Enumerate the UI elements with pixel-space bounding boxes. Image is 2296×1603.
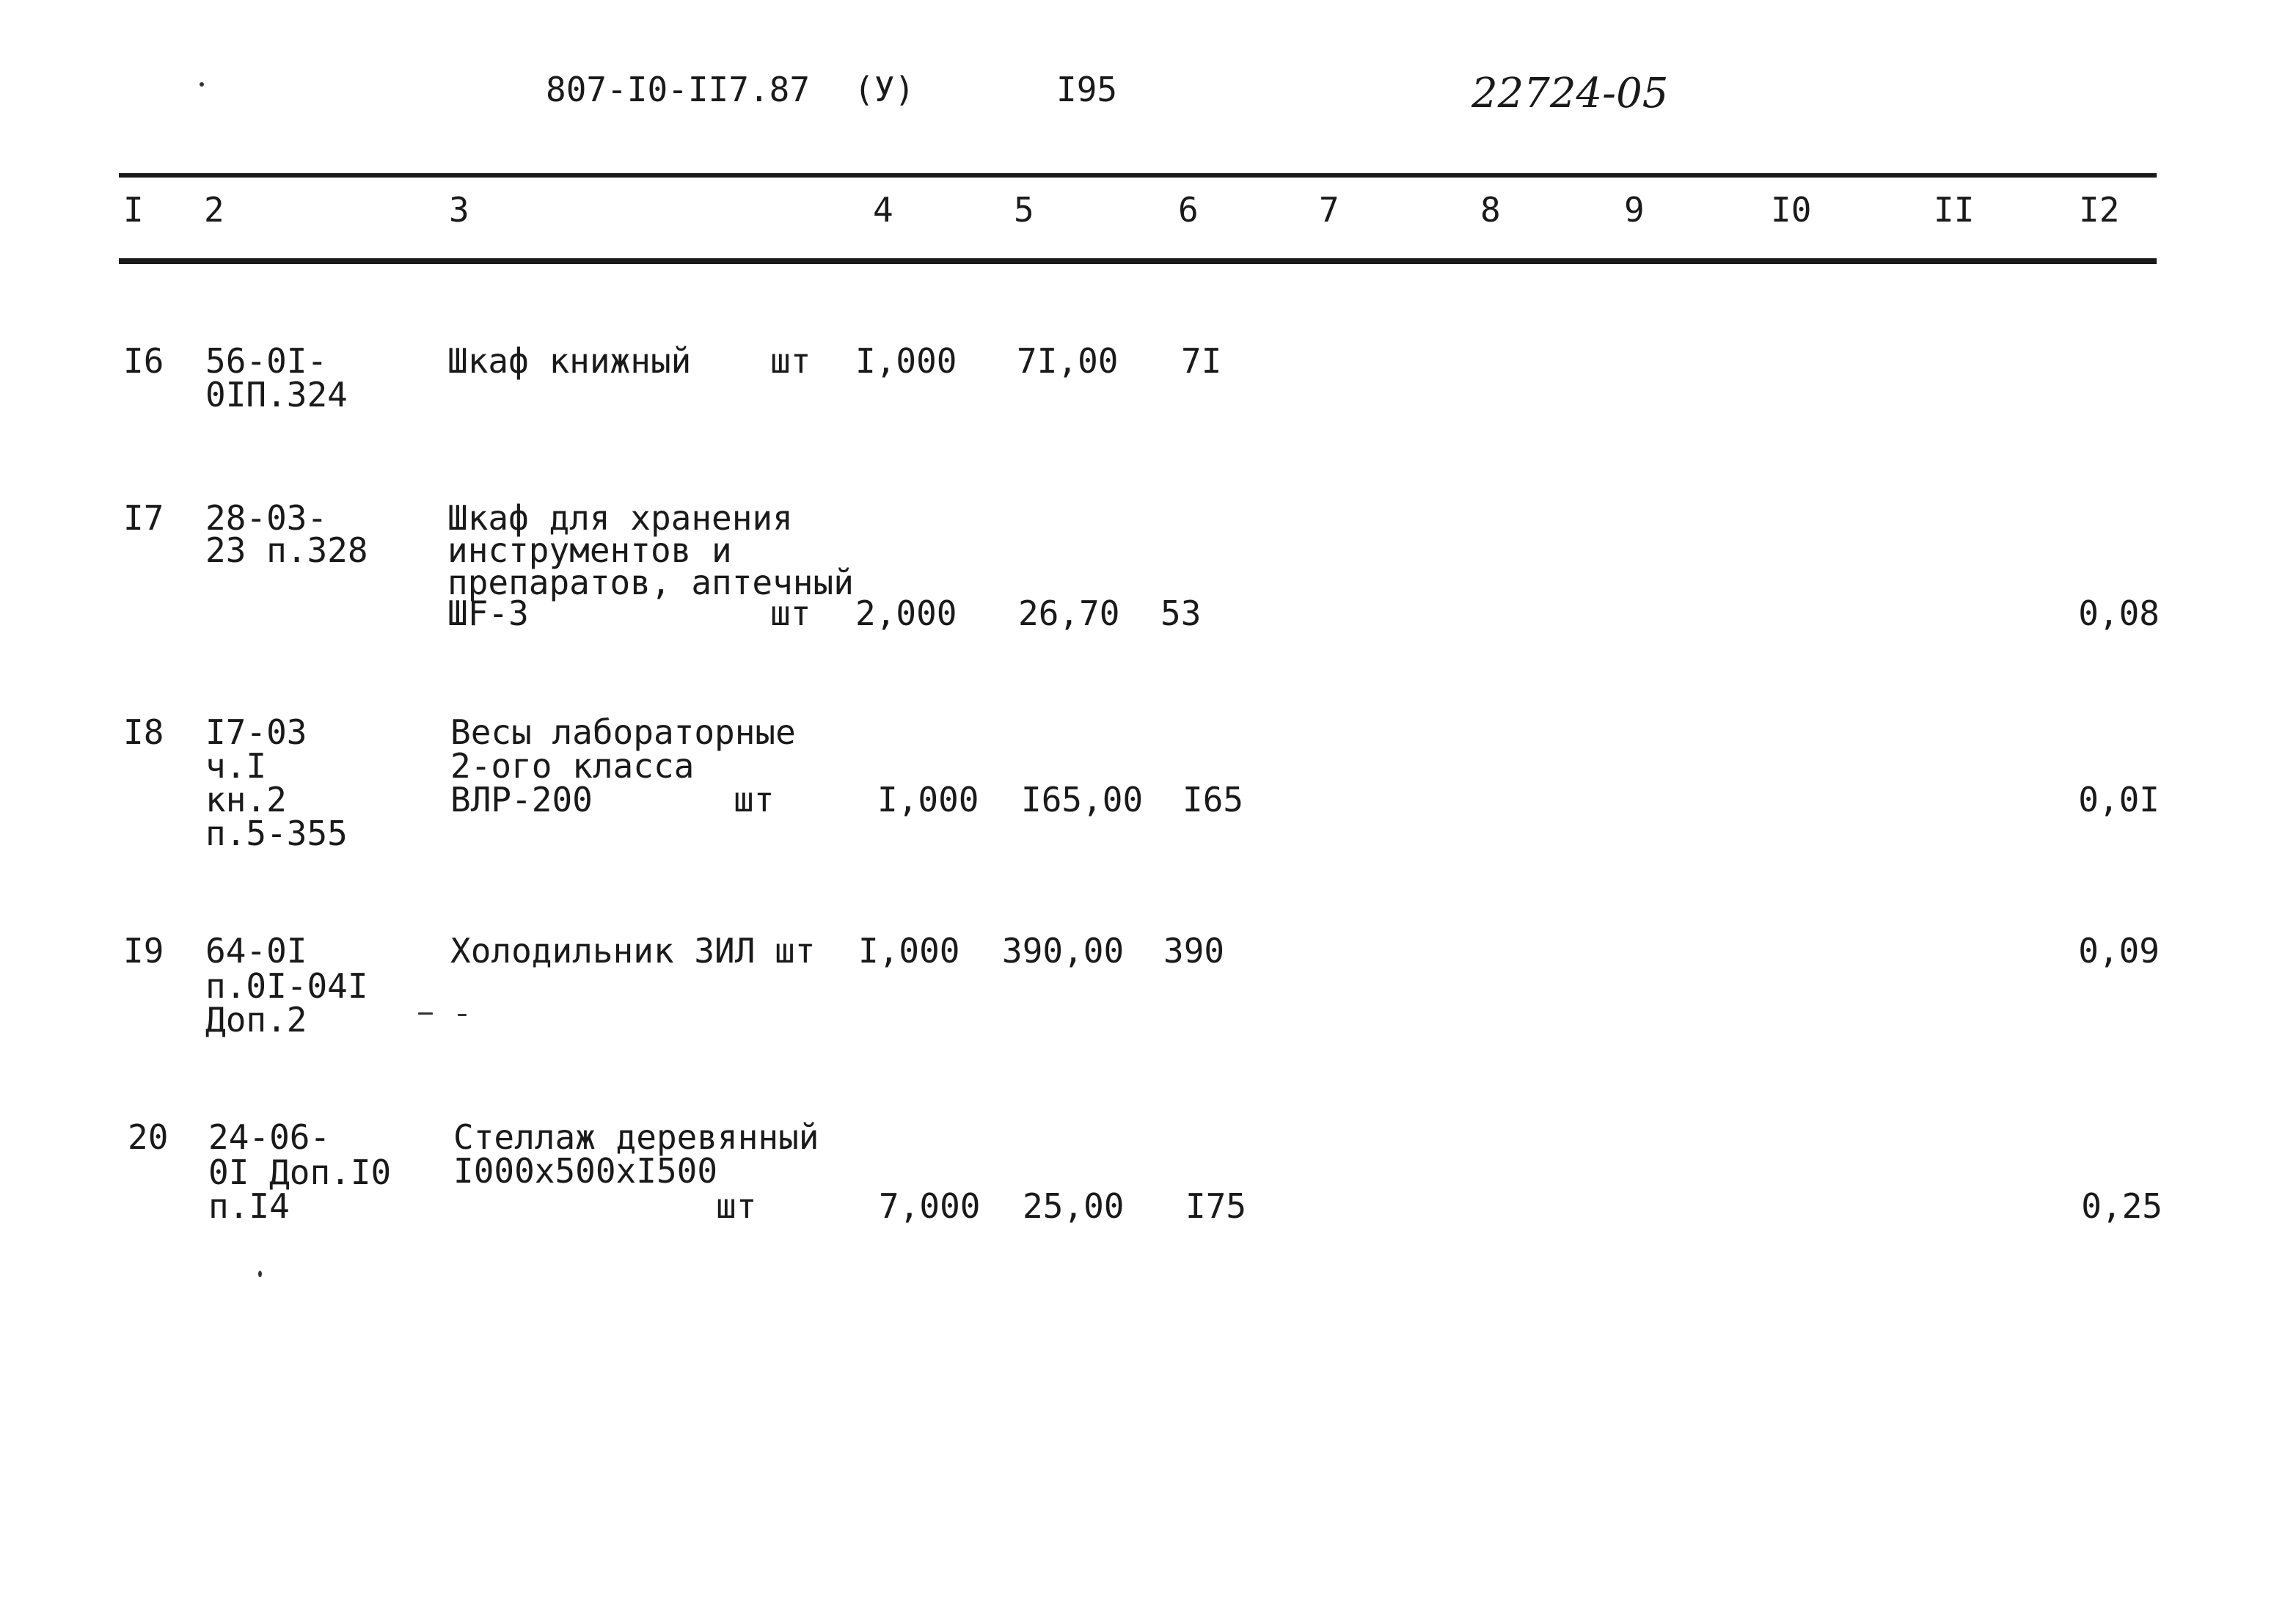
table-header-rule bbox=[119, 258, 2157, 264]
row-number: I9 bbox=[123, 931, 164, 971]
row-total: 53 bbox=[1160, 594, 1202, 633]
row-unit: шт bbox=[734, 780, 775, 819]
row-price: I65,00 bbox=[1021, 780, 1144, 819]
column-header: 4 bbox=[873, 190, 893, 230]
row-reference: 23 п.328 bbox=[205, 530, 368, 570]
column-header: 6 bbox=[1178, 190, 1199, 230]
row-total: 390 bbox=[1163, 931, 1225, 971]
row-column-12: 0,25 bbox=[2081, 1186, 2162, 1226]
scan-speck bbox=[258, 1271, 262, 1277]
document-variant: (У) bbox=[854, 70, 915, 109]
row-column-12: 0,09 bbox=[2078, 931, 2160, 971]
row-unit: шт bbox=[770, 594, 811, 633]
column-header: 5 bbox=[1014, 190, 1034, 230]
row-reference: 56-0I- bbox=[205, 341, 328, 381]
page-number: I95 bbox=[1056, 70, 1118, 109]
column-header: I bbox=[123, 190, 144, 230]
row-item-name: инструментов и bbox=[447, 530, 732, 570]
row-reference: ч.I bbox=[205, 746, 267, 786]
row-quantity: I,000 bbox=[855, 341, 957, 381]
row-total: I65 bbox=[1182, 780, 1244, 819]
row-number: 20 bbox=[128, 1117, 169, 1157]
row-item-name: Шкаф книжный bbox=[447, 341, 692, 381]
row-unit: шт bbox=[775, 931, 816, 971]
column-header: 8 bbox=[1480, 190, 1501, 230]
row-item-name: 2-ого класса bbox=[450, 746, 695, 786]
scan-speck bbox=[200, 82, 204, 87]
row-reference: I7-03 bbox=[205, 712, 307, 752]
row-reference: 64-0I bbox=[205, 931, 307, 971]
row-number: I7 bbox=[123, 498, 164, 538]
row-quantity: I,000 bbox=[858, 931, 960, 971]
column-header: 7 bbox=[1319, 190, 1339, 230]
row-reference: 0IП.324 bbox=[205, 375, 348, 415]
row-item-name: ШF-3 bbox=[447, 594, 529, 633]
column-header: I0 bbox=[1771, 190, 1812, 230]
row-reference: п.0I-04I bbox=[205, 966, 368, 1006]
row-unit: шт bbox=[770, 341, 811, 381]
row-unit: шт bbox=[716, 1186, 757, 1226]
handwritten-number: 22724-05 bbox=[1471, 70, 1669, 117]
table-top-rule bbox=[119, 173, 2157, 178]
scan-mark bbox=[458, 1014, 467, 1016]
row-item-name: Весы лабораторные bbox=[450, 712, 796, 752]
row-reference: п.5-355 bbox=[205, 814, 348, 853]
row-quantity: 2,000 bbox=[855, 594, 957, 633]
row-quantity: I,000 bbox=[877, 780, 979, 819]
row-item-name: I000x500xI500 bbox=[453, 1151, 718, 1191]
column-header: 9 bbox=[1624, 190, 1645, 230]
row-item-name: Шкаф для хранения bbox=[447, 498, 793, 538]
row-reference: 24-06- bbox=[208, 1117, 331, 1157]
row-item-name: ВЛР-200 bbox=[450, 780, 593, 819]
row-reference: кн.2 bbox=[205, 780, 287, 819]
row-reference: п.I4 bbox=[208, 1186, 290, 1226]
row-reference: Доп.2 bbox=[205, 1000, 307, 1040]
row-column-12: 0,08 bbox=[2078, 594, 2160, 633]
row-total: I75 bbox=[1185, 1186, 1247, 1226]
row-item-name: Стеллаж деревянный bbox=[453, 1117, 819, 1157]
row-item-name: Холодильник ЗИЛ bbox=[450, 931, 756, 971]
row-quantity: 7,000 bbox=[879, 1186, 981, 1226]
row-price: 25,00 bbox=[1023, 1186, 1125, 1226]
document-code: 807-I0-II7.87 bbox=[546, 70, 811, 109]
row-number: I8 bbox=[123, 712, 164, 752]
scan-mark bbox=[418, 1012, 433, 1015]
column-header: 3 bbox=[449, 190, 469, 230]
row-reference: 0I Доп.I0 bbox=[208, 1153, 392, 1192]
row-price: 7I,00 bbox=[1017, 341, 1119, 381]
row-column-12: 0,0I bbox=[2078, 780, 2160, 819]
column-header: II bbox=[1934, 190, 1975, 230]
row-total: 7I bbox=[1181, 341, 1222, 381]
column-header: 2 bbox=[204, 190, 224, 230]
row-price: 26,70 bbox=[1018, 594, 1120, 633]
row-price: 390,00 bbox=[1002, 931, 1125, 971]
row-reference: 28-03- bbox=[205, 498, 328, 538]
row-number: I6 bbox=[123, 341, 164, 381]
row-item-name: препаратов, аптечный bbox=[447, 563, 854, 602]
column-header: I2 bbox=[2079, 190, 2120, 230]
